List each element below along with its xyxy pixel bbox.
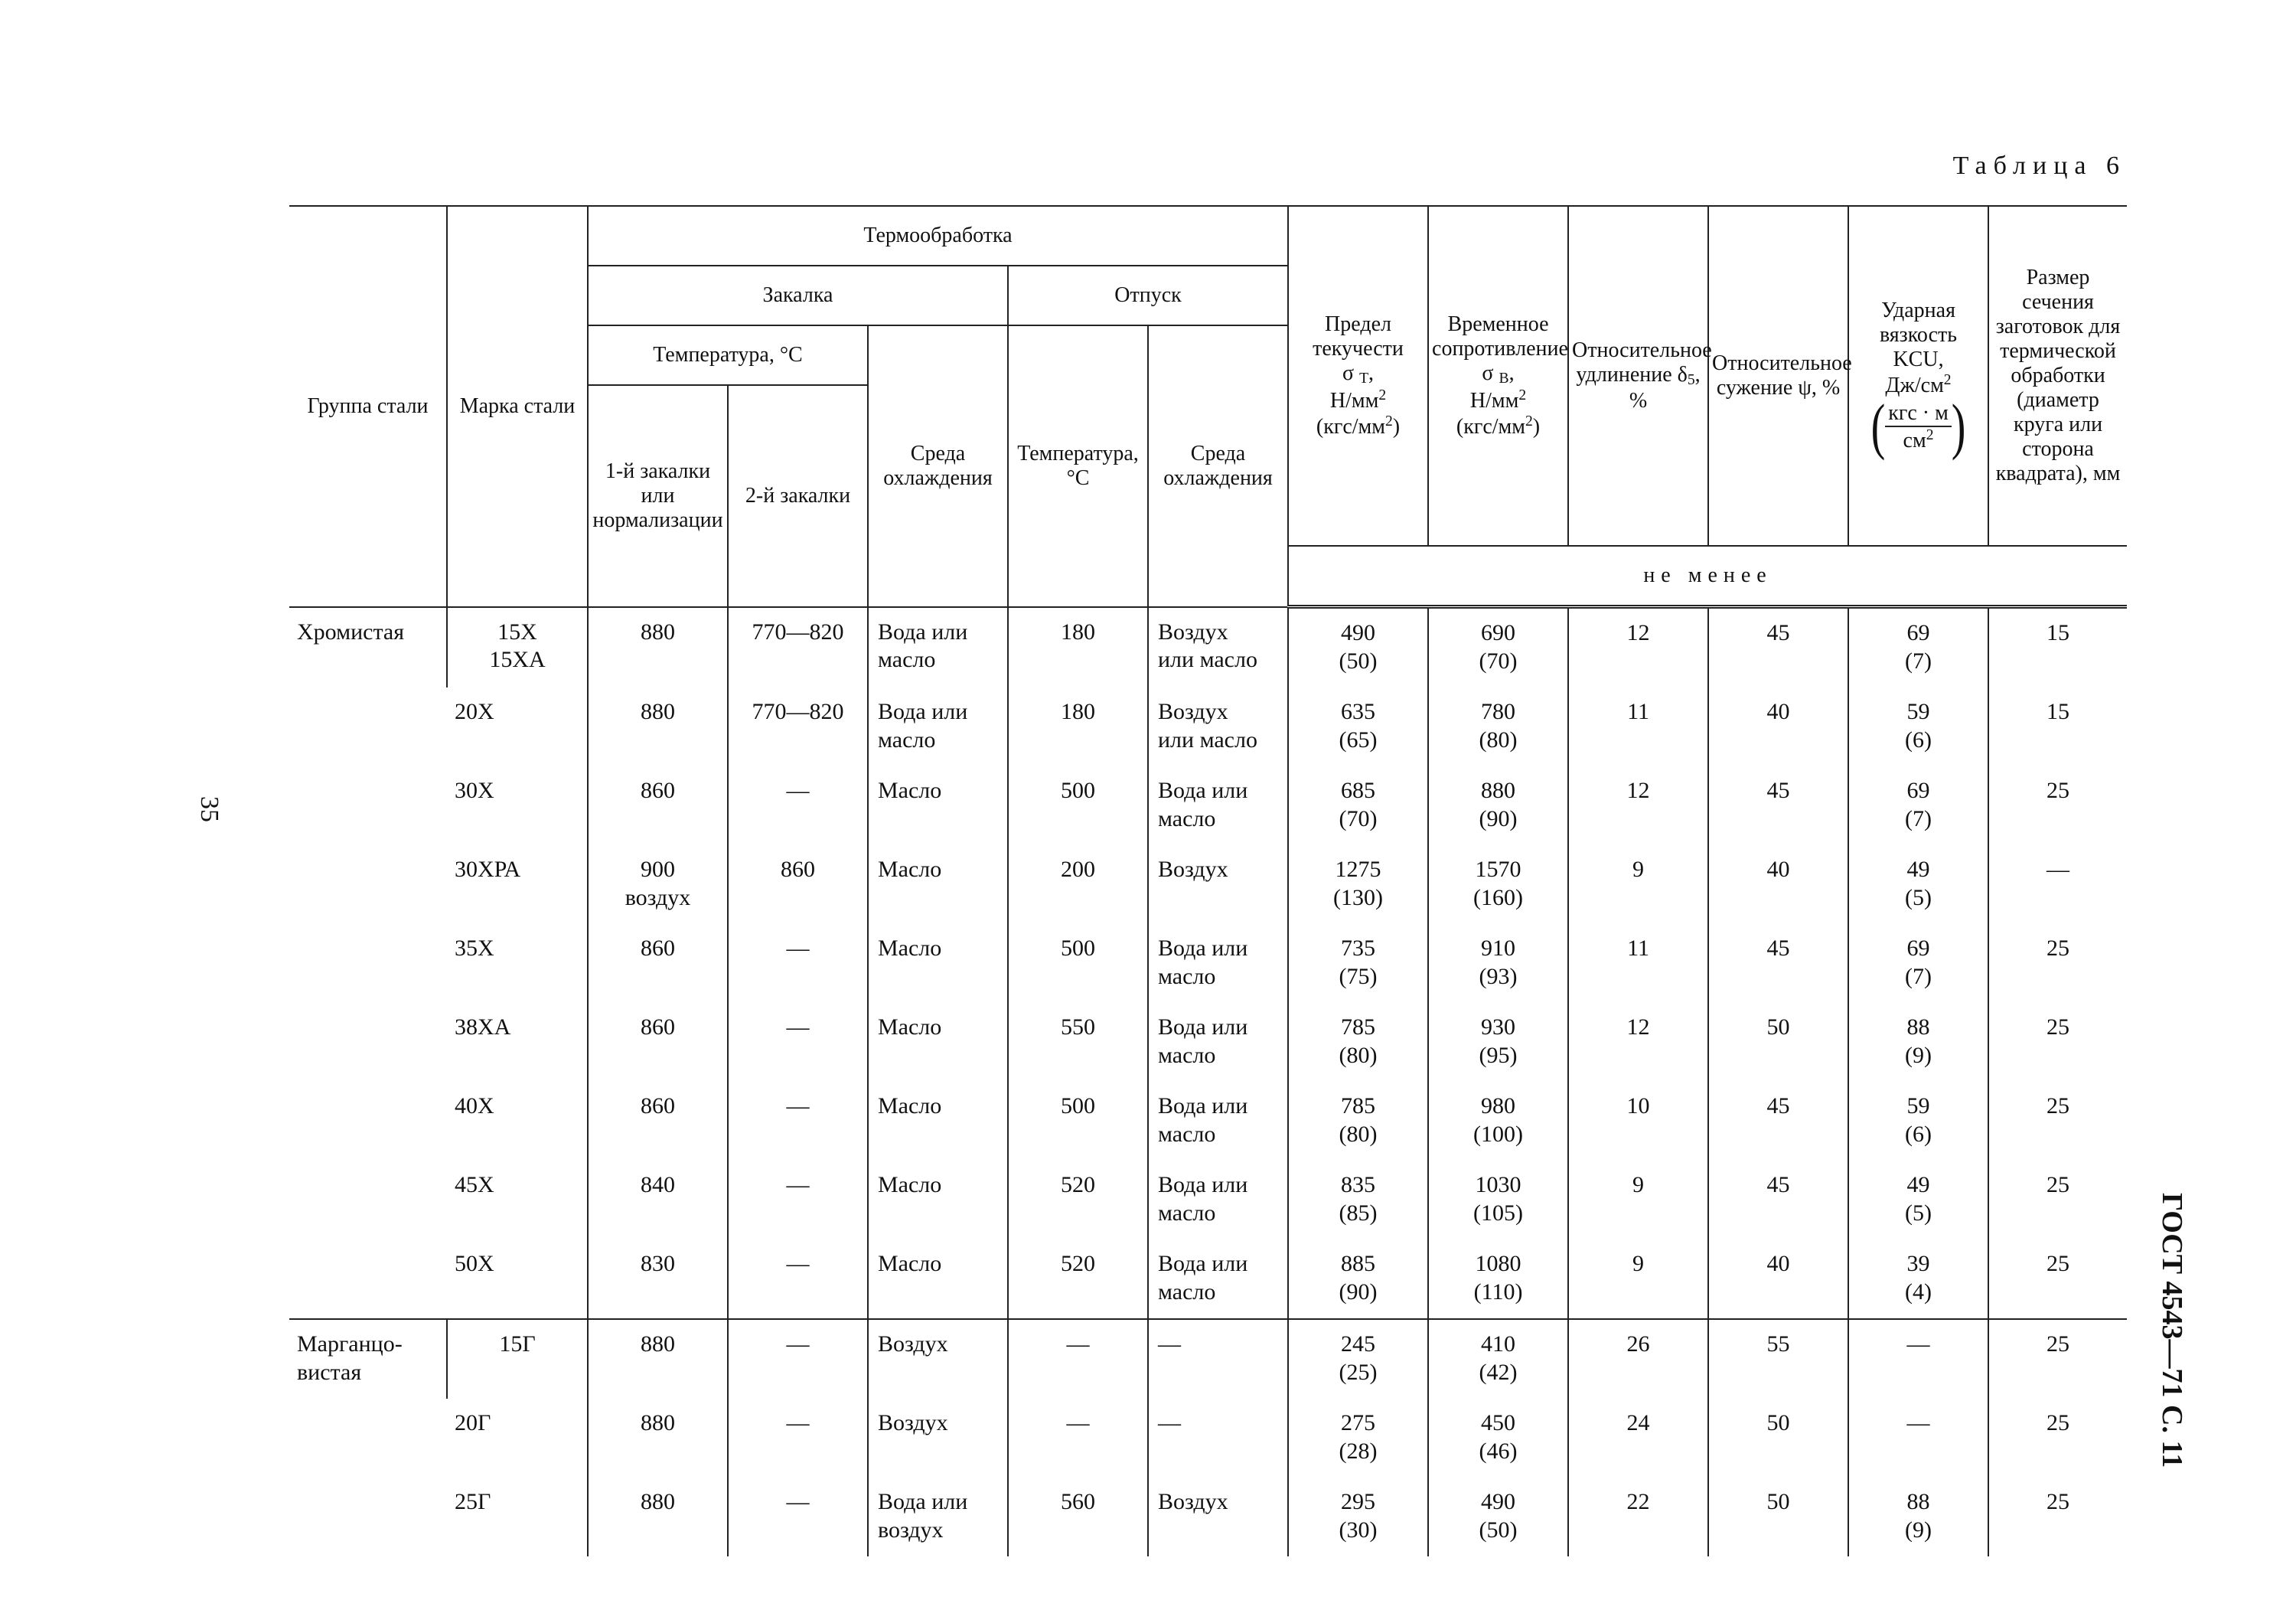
table-row [289,1161,2127,1239]
cell-quench-medium: Масло [868,766,1008,845]
cell-impact: 69 (7) [1848,607,1988,688]
header-second-quench: 2-й закалки [728,385,868,607]
cell-first-quench-temp: 880 [588,1478,728,1556]
cell-reduction: 45 [1708,766,1848,845]
cell-reduction: 50 [1708,1003,1848,1082]
cell-grade: 15Х 15ХА [447,607,588,688]
table-header [289,206,2127,607]
cell-tensile-strength: 910 (93) [1428,924,1568,1003]
table-row [289,1003,2127,1082]
cell-grade: 35Х [455,936,494,961]
cell-elongation: 11 [1568,687,1708,766]
cell-impact: 49 (5) [1848,1161,1988,1239]
cell-temper-temp: 200 [1008,845,1148,924]
cell-elongation: 9 [1568,845,1708,924]
cell-elongation: 9 [1568,1239,1708,1319]
cell-second-quench-temp: 770—820 [728,607,868,688]
cell-temper-medium: — [1148,1399,1288,1478]
table-row [289,924,2127,1003]
table-row [289,607,2127,688]
cell-impact: 88 (9) [1848,1478,1988,1556]
cell-reduction: 55 [1708,1319,1848,1399]
header-steel-grade: Марка стали [447,206,588,607]
cell-temper-medium: Воздух или масло [1148,687,1288,766]
cell-reduction: 50 [1708,1478,1848,1556]
steel-properties-table [289,205,2127,1556]
cell-temper-medium: Вода или масло [1148,766,1288,845]
cell-steel-group: Марганцо- вистая [289,1319,447,1556]
cell-first-quench-temp: 860 [588,1082,728,1161]
cell-yield-strength: 785 (80) [1288,1003,1428,1082]
cell-first-quench-temp: 860 [588,924,728,1003]
cell-reduction: 45 [1708,1082,1848,1161]
cell-temper-temp: 500 [1008,1082,1148,1161]
cell-impact: 88 (9) [1848,1003,1988,1082]
cell-elongation: 12 [1568,607,1708,688]
cell-reduction: 40 [1708,1239,1848,1319]
cell-impact: — [1848,1319,1988,1399]
header-first-quench: 1-й закалки или нормализации [588,385,728,607]
cell-temper-temp: 520 [1008,1239,1148,1319]
header-tempering: Отпуск [1008,266,1288,325]
cell-elongation: 12 [1568,1003,1708,1082]
cell-yield-strength: 685 (70) [1288,766,1428,845]
cell-grade: 30Х [455,778,494,803]
cell-second-quench-temp: — [728,1399,868,1478]
header-quenching: Закалка [588,266,1008,325]
cell-section-size: 25 [1988,1161,2127,1239]
cell-temper-medium: — [1148,1319,1288,1399]
cell-first-quench-temp: 880 [588,1399,728,1478]
cell-tensile-strength: 930 (95) [1428,1003,1568,1082]
cell-tensile-strength: 780 (80) [1428,687,1568,766]
cell-grade: 25Г [455,1489,491,1514]
cell-elongation: 11 [1568,924,1708,1003]
cell-impact: 59 (6) [1848,1082,1988,1161]
header-temper-temperature: Температура, °С [1008,325,1148,607]
cell-yield-strength: 275 (28) [1288,1399,1428,1478]
cell-temper-temp: 500 [1008,924,1148,1003]
cell-grade: 45Х [455,1172,494,1197]
cell-reduction: 45 [1708,607,1848,688]
header-heat-treatment: Термообработка [588,206,1288,266]
cell-elongation: 22 [1568,1478,1708,1556]
cell-temper-medium: Воздух или масло [1148,607,1288,688]
cell-yield-strength: 785 (80) [1288,1082,1428,1161]
cell-grade: 40Х [455,1093,494,1118]
cell-steel-group: Хромистая [289,607,447,1320]
cell-section-size: 15 [1988,607,2127,688]
table-row [289,1239,2127,1319]
table-row [289,687,2127,766]
cell-tensile-strength: 980 (100) [1428,1082,1568,1161]
table-row [289,1478,2127,1556]
cell-temper-temp: 180 [1008,607,1148,688]
page-number: 35 [195,796,223,822]
cell-tensile-strength: 410 (42) [1428,1319,1568,1399]
cell-quench-medium: Масло [868,1003,1008,1082]
cell-elongation: 26 [1568,1319,1708,1399]
cell-yield-strength: 835 (85) [1288,1161,1428,1239]
cell-impact: 69 (7) [1848,766,1988,845]
cell-grade: 30ХРА [455,857,521,882]
header-yield-strength: Предел текучести σ $_Т$, $Н/мм^2$ $(кгс/мм^2)$ [1288,206,1428,546]
header-impact-toughness: Ударная вязкость KCU, $Дж/см^2$ ( $\frac{\text{кгс · м}}{см^2}$ ) [1848,206,1988,546]
cell-grade: 15Г [447,1319,588,1399]
cell-yield-strength: 885 (90) [1288,1239,1428,1319]
cell-second-quench-temp: 860 [728,845,868,924]
cell-yield-strength: 490 (50) [1288,607,1428,688]
cell-grade: 20Х [455,699,494,724]
cell-temper-temp: 180 [1008,687,1148,766]
cell-temper-temp: — [1008,1319,1148,1399]
cell-second-quench-temp: — [728,1003,868,1082]
table-row [289,1082,2127,1161]
cell-section-size: 25 [1988,1003,2127,1082]
cell-section-size: 25 [1988,766,2127,845]
cell-tensile-strength: 880 (90) [1428,766,1568,845]
header-quench-medium: Среда охлаждения [868,325,1008,607]
cell-first-quench-temp: 900 воздух [588,845,728,924]
cell-first-quench-temp: 840 [588,1161,728,1239]
cell-tensile-strength: 1030 (105) [1428,1161,1568,1239]
cell-yield-strength: 295 (30) [1288,1478,1428,1556]
cell-temper-medium: Вода или масло [1148,924,1288,1003]
header-reduction-of-area: Относительное сужение ψ, % [1708,206,1848,546]
cell-grade: 50Х [455,1251,494,1276]
cell-quench-medium: Вода или масло [868,687,1008,766]
cell-reduction: 45 [1708,1161,1848,1239]
cell-impact: 39 (4) [1848,1239,1988,1319]
cell-tensile-strength: 1080 (110) [1428,1239,1568,1319]
cell-reduction: 45 [1708,924,1848,1003]
header-steel-group: Группа стали [289,206,447,607]
cell-tensile-strength: 490 (50) [1428,1478,1568,1556]
cell-second-quench-temp: — [728,1239,868,1319]
cell-second-quench-temp: — [728,1161,868,1239]
cell-second-quench-temp: — [728,1478,868,1556]
cell-second-quench-temp: — [728,1082,868,1161]
cell-impact: — [1848,1399,1988,1478]
cell-second-quench-temp: — [728,1319,868,1399]
cell-temper-temp: — [1008,1399,1148,1478]
cell-section-size: 25 [1988,924,2127,1003]
cell-tensile-strength: 450 (46) [1428,1399,1568,1478]
cell-grade: 20Г [455,1410,491,1435]
cell-first-quench-temp: 830 [588,1239,728,1319]
table-body [289,607,2127,1557]
cell-quench-medium: Масло [868,924,1008,1003]
cell-second-quench-temp: — [728,924,868,1003]
header-quench-temperature: Температура, °С [588,325,868,385]
cell-impact: 59 (6) [1848,687,1988,766]
cell-elongation: 9 [1568,1161,1708,1239]
cell-temper-medium: Вода или масло [1148,1161,1288,1239]
cell-yield-strength: 635 (65) [1288,687,1428,766]
cell-quench-medium: Воздух [868,1399,1008,1478]
cell-second-quench-temp: 770—820 [728,687,868,766]
header-temper-medium: Среда охлаждения [1148,325,1288,607]
cell-first-quench-temp: 880 [588,1319,728,1399]
cell-first-quench-temp: 860 [588,1003,728,1082]
header-section-size: Размер сечения заготовок для термической обработки (диаметр круга или сторона квадрата), мм [1988,206,2127,546]
cell-reduction: 40 [1708,687,1848,766]
cell-section-size: — [1988,845,2127,924]
cell-quench-medium: Вода или воздух [868,1478,1008,1556]
cell-temper-temp: 550 [1008,1003,1148,1082]
cell-temper-medium: Вода или масло [1148,1003,1288,1082]
cell-first-quench-temp: 860 [588,766,728,845]
cell-elongation: 12 [1568,766,1708,845]
cell-quench-medium: Масло [868,845,1008,924]
cell-quench-medium: Воздух [868,1319,1008,1399]
cell-temper-temp: 560 [1008,1478,1148,1556]
cell-elongation: 10 [1568,1082,1708,1161]
table-title: Таблица 6 [1952,152,2126,180]
cell-temper-temp: 500 [1008,766,1148,845]
cell-yield-strength: 735 (75) [1288,924,1428,1003]
table-row [289,1319,2127,1399]
cell-first-quench-temp: 880 [588,687,728,766]
cell-temper-medium: Вода или масло [1148,1082,1288,1161]
cell-grade: 38ХА [455,1014,511,1040]
cell-section-size: 25 [1988,1399,2127,1478]
cell-second-quench-temp: — [728,766,868,845]
cell-tensile-strength: 690 (70) [1428,607,1568,688]
cell-tensile-strength: 1570 (160) [1428,845,1568,924]
cell-elongation: 24 [1568,1399,1708,1478]
table-row [289,766,2127,845]
header-tensile-strength: Временное сопротивление σ $_В$, $Н/мм^2$ $(кгс/мм^2)$ [1428,206,1568,546]
header-elongation: Относительное удлинение $\delta_5$, % [1568,206,1708,546]
cell-section-size: 25 [1988,1082,2127,1161]
cell-section-size: 25 [1988,1478,2127,1556]
cell-quench-medium: Вода или масло [868,607,1008,688]
cell-quench-medium: Масло [868,1082,1008,1161]
cell-section-size: 25 [1988,1319,2127,1399]
cell-yield-strength: 1275 (130) [1288,845,1428,924]
cell-temper-medium: Вода или масло [1148,1239,1288,1319]
cell-reduction: 40 [1708,845,1848,924]
cell-temper-medium: Воздух [1148,1478,1288,1556]
cell-yield-strength: 245 (25) [1288,1319,1428,1399]
standard-code: ГОСТ 4543—71 С. 11 [2156,1193,2188,1468]
cell-quench-medium: Масло [868,1239,1008,1319]
table-row [289,845,2127,924]
cell-temper-medium: Воздух [1148,845,1288,924]
cell-impact: 69 (7) [1848,924,1988,1003]
cell-temper-temp: 520 [1008,1161,1148,1239]
cell-reduction: 50 [1708,1399,1848,1478]
header-minimum-note: не менее [1288,546,2127,607]
cell-quench-medium: Масло [868,1161,1008,1239]
cell-section-size: 25 [1988,1239,2127,1319]
cell-first-quench-temp: 880 [588,607,728,688]
cell-section-size: 15 [1988,687,2127,766]
table-row [289,1399,2127,1478]
cell-impact: 49 (5) [1848,845,1988,924]
